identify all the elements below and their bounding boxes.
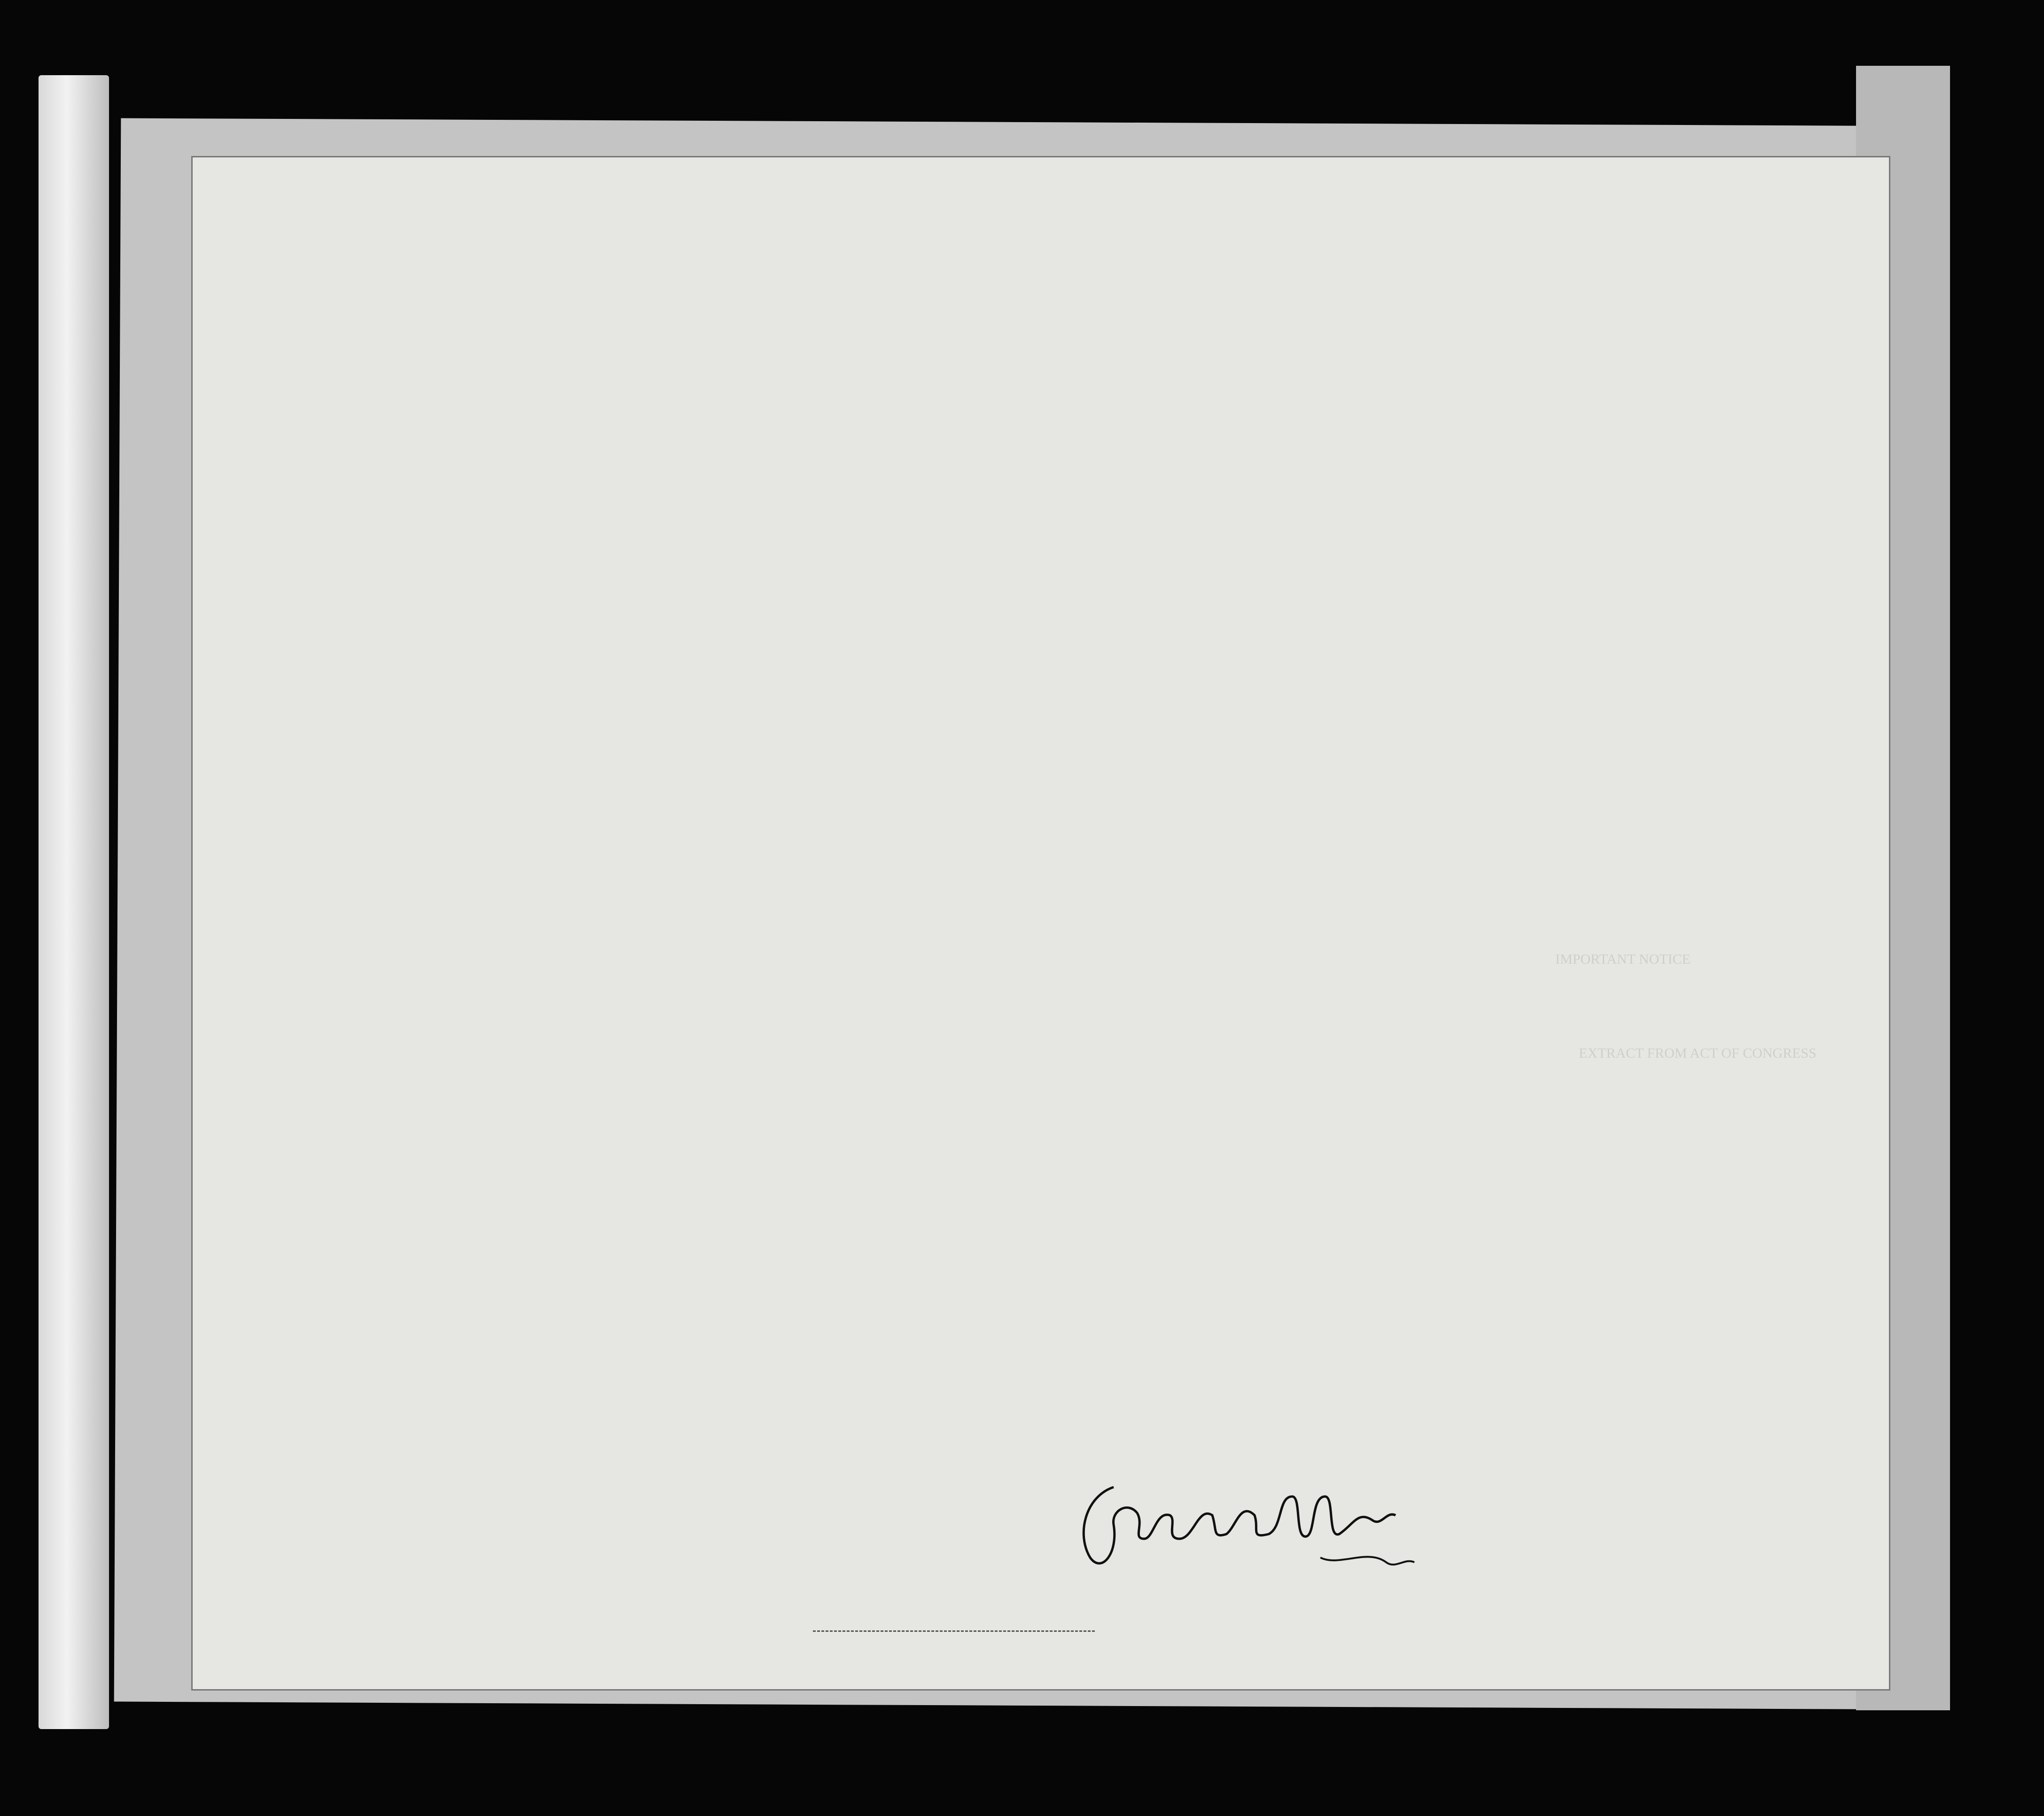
manifest-sheet [193, 157, 1889, 1689]
signature-image [1057, 1468, 1443, 1586]
vessel-line [315, 316, 379, 342]
inspector-line [813, 1630, 1095, 1632]
bleed-through-text: IMPORTANT NOTICE [1555, 951, 1691, 967]
binder-strip [39, 75, 109, 1729]
inspector-signature [1057, 1468, 1443, 1586]
bleed-through-text: EXTRACT FROM ACT OF CONGRESS [1579, 1045, 1817, 1061]
